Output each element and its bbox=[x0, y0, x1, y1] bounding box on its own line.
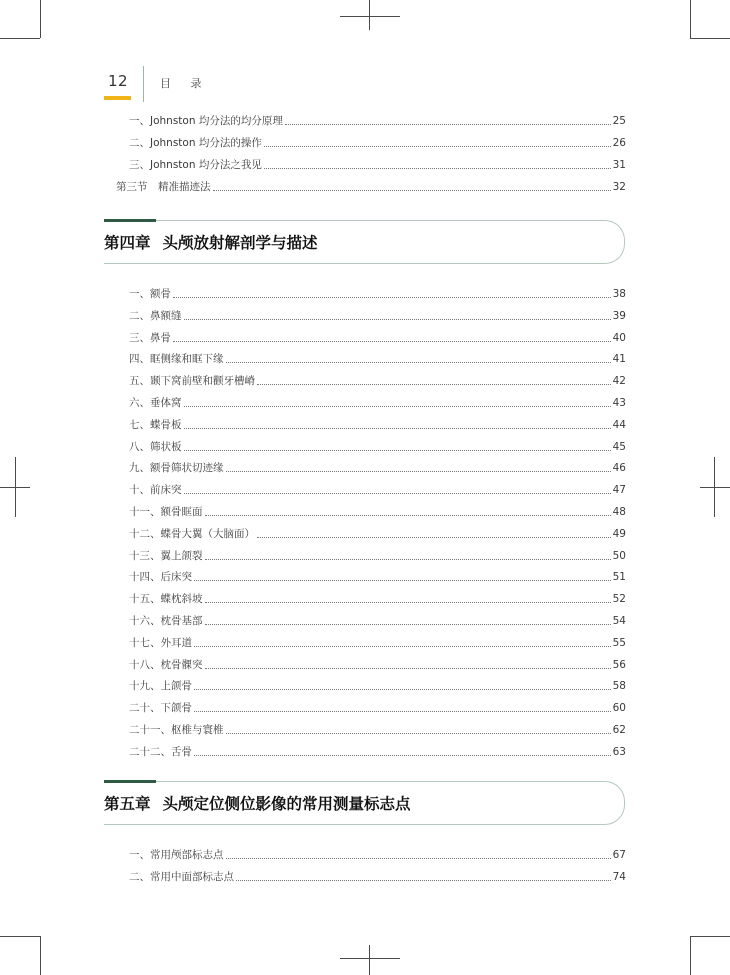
toc-entry-page: 41 bbox=[612, 353, 626, 366]
toc-entry[interactable] bbox=[129, 610, 626, 628]
toc-entry[interactable] bbox=[129, 501, 626, 519]
chapter-number: 第四章 bbox=[104, 233, 151, 252]
toc-entry[interactable] bbox=[129, 588, 626, 606]
chapter-heading[interactable] bbox=[104, 220, 626, 264]
toc-entry-page: 50 bbox=[612, 549, 626, 562]
toc-entry-label: 五、颞下窝前壁和颧牙槽嵴 bbox=[129, 375, 255, 388]
header-title: 目 录 bbox=[160, 77, 210, 90]
toc-entry[interactable] bbox=[129, 741, 626, 759]
toc-entry-label: 二十、下颌骨 bbox=[129, 702, 192, 715]
toc-entry-label: 十六、枕骨基部 bbox=[129, 615, 203, 627]
toc-entry[interactable] bbox=[129, 305, 626, 323]
toc-entry-label: 十五、蝶枕斜坡 bbox=[129, 593, 203, 606]
crop-mark bbox=[0, 38, 40, 39]
toc-entry-label: 十四、后床突 bbox=[129, 571, 192, 584]
toc-entry[interactable] bbox=[129, 697, 626, 715]
crop-mark bbox=[369, 945, 370, 975]
toc-entry[interactable] bbox=[129, 844, 626, 862]
toc-entry-page: 58 bbox=[612, 680, 626, 693]
toc-entry-label: 二、鼻额缝 bbox=[129, 309, 182, 322]
toc-entry-label: 二、常用中面部标志点 bbox=[129, 871, 234, 883]
header-divider bbox=[143, 66, 144, 102]
toc-leader-dots bbox=[236, 880, 611, 881]
toc-entry-page: 44 bbox=[612, 418, 626, 431]
crop-mark bbox=[690, 38, 730, 39]
toc-entry[interactable] bbox=[129, 457, 626, 475]
toc-leader-dots bbox=[264, 168, 611, 169]
toc-leader-dots bbox=[205, 668, 611, 669]
toc-entry-label: 四、眶侧缘和眶下缘 bbox=[129, 353, 224, 366]
toc-entry-page: 43 bbox=[612, 397, 626, 409]
crop-mark bbox=[340, 958, 400, 959]
toc-leader-dots bbox=[194, 755, 611, 756]
toc-leader-dots bbox=[173, 341, 611, 342]
toc-leader-dots bbox=[184, 406, 611, 407]
toc-entry-page: 67 bbox=[612, 849, 626, 861]
toc-entry[interactable] bbox=[129, 479, 626, 497]
toc-entry-page: 45 bbox=[612, 440, 626, 453]
toc-entry-page: 38 bbox=[612, 288, 626, 300]
toc-entry-page: 55 bbox=[612, 636, 626, 649]
toc-leader-dots bbox=[213, 190, 611, 191]
toc-leader-dots bbox=[184, 428, 611, 429]
toc-leader-dots bbox=[205, 602, 611, 603]
toc-leader-dots bbox=[205, 624, 611, 625]
toc-entry-page: 63 bbox=[612, 745, 626, 758]
crop-mark bbox=[369, 0, 370, 30]
toc-entry[interactable] bbox=[129, 654, 626, 672]
toc-entry-label: 十一、额骨眶面 bbox=[129, 506, 203, 518]
toc-entry[interactable] bbox=[129, 110, 626, 128]
crop-mark bbox=[40, 936, 41, 975]
toc-entry-label: 二十二、舌骨 bbox=[129, 745, 192, 758]
page-number-bar bbox=[104, 96, 131, 100]
toc-leader-dots bbox=[194, 711, 611, 712]
toc-entry-label: 十三、翼上颌裂 bbox=[129, 549, 203, 562]
toc-entry-page: 42 bbox=[612, 375, 626, 388]
chapter-accent-bar bbox=[104, 219, 156, 222]
toc-leader-dots bbox=[226, 858, 611, 859]
toc-entry-page: 40 bbox=[612, 331, 626, 344]
toc-entry-label: 十七、外耳道 bbox=[129, 636, 192, 649]
toc-leader-dots bbox=[226, 733, 611, 734]
chapter-number: 第五章 bbox=[104, 794, 151, 813]
toc-leader-dots bbox=[205, 515, 611, 516]
toc-entry[interactable] bbox=[129, 283, 626, 301]
toc-leader-dots bbox=[257, 537, 611, 538]
toc-entry[interactable] bbox=[129, 370, 626, 388]
toc-entry[interactable] bbox=[129, 675, 626, 693]
toc-entry[interactable] bbox=[129, 719, 626, 737]
toc-entry-label: 第三节 精准描迹法 bbox=[116, 181, 211, 193]
toc-entry-label: 一、Johnston 均分法的均分原理 bbox=[129, 115, 283, 127]
toc-entry[interactable] bbox=[129, 545, 626, 563]
toc-entry-label: 六、垂体窝 bbox=[129, 397, 182, 409]
toc-entry[interactable] bbox=[129, 392, 626, 410]
toc-entry[interactable] bbox=[129, 132, 626, 150]
toc-entry-page: 46 bbox=[612, 462, 626, 475]
toc-leader-dots bbox=[194, 580, 611, 581]
toc-entry-page: 48 bbox=[612, 506, 626, 518]
toc-leader-dots bbox=[285, 124, 611, 125]
toc-leader-dots bbox=[184, 493, 611, 494]
toc-leader-dots bbox=[205, 559, 611, 560]
chapter-accent-bar bbox=[104, 780, 156, 783]
toc-entry-label: 二十一、枢椎与寰椎 bbox=[129, 724, 224, 736]
toc-entry-label: 八、筛状板 bbox=[129, 440, 182, 453]
crop-mark bbox=[690, 0, 691, 38]
chapter-title-text: 头颅定位侧位影像的常用测量标志点 bbox=[162, 794, 411, 813]
toc-entry[interactable] bbox=[129, 414, 626, 432]
crop-mark bbox=[15, 457, 16, 517]
toc-entry[interactable] bbox=[129, 154, 626, 172]
toc-entry-page: 25 bbox=[612, 115, 626, 127]
toc-entry-page: 74 bbox=[612, 871, 626, 883]
toc-entry-page: 32 bbox=[612, 181, 626, 193]
toc-section-entry[interactable] bbox=[116, 176, 626, 194]
toc-leader-dots bbox=[184, 319, 611, 320]
toc-entry[interactable] bbox=[129, 566, 626, 584]
toc-entry-page: 31 bbox=[612, 159, 626, 171]
toc-entry[interactable] bbox=[129, 327, 626, 345]
toc-entry[interactable] bbox=[129, 632, 626, 650]
crop-mark bbox=[714, 457, 715, 517]
chapter-title-text: 头颅放射解剖学与描述 bbox=[162, 233, 318, 252]
page-number: 12 bbox=[108, 72, 129, 90]
toc-leader-dots bbox=[264, 146, 611, 147]
toc-entry-page: 47 bbox=[612, 484, 626, 497]
chapter-heading[interactable] bbox=[104, 781, 626, 825]
toc-entry-label: 十八、枕骨髁突 bbox=[129, 658, 203, 671]
crop-mark bbox=[690, 936, 691, 975]
crop-mark bbox=[40, 0, 41, 38]
toc-entry-label: 十、前床突 bbox=[129, 484, 182, 497]
toc-leader-dots bbox=[184, 450, 611, 451]
toc-entry-label: 二、Johnston 均分法的操作 bbox=[129, 137, 262, 149]
toc-leader-dots bbox=[194, 689, 611, 690]
toc-entry[interactable] bbox=[129, 523, 626, 541]
toc-entry-page: 60 bbox=[612, 702, 626, 715]
toc-leader-dots bbox=[226, 471, 611, 472]
toc-entry-label: 一、额骨 bbox=[129, 288, 171, 300]
toc-leader-dots bbox=[226, 362, 611, 363]
toc-entry-page: 62 bbox=[612, 724, 626, 736]
toc-entry-page: 56 bbox=[612, 658, 626, 671]
toc-entry-label: 十九、上颌骨 bbox=[129, 680, 192, 693]
toc-entry-label: 七、蝶骨板 bbox=[129, 418, 182, 431]
crop-mark bbox=[700, 487, 730, 488]
toc-entry-page: 51 bbox=[612, 571, 626, 584]
toc-entry-label: 三、鼻骨 bbox=[129, 331, 171, 344]
crop-mark bbox=[340, 16, 400, 17]
toc-entry-page: 49 bbox=[612, 527, 626, 540]
toc-entry[interactable] bbox=[129, 866, 626, 884]
toc-entry-page: 39 bbox=[612, 309, 626, 322]
toc-entry-page: 54 bbox=[612, 615, 626, 627]
toc-entry-label: 三、Johnston 均分法之我见 bbox=[129, 159, 262, 171]
toc-entry-label: 十二、蝶骨大翼（大脑面） bbox=[129, 527, 255, 540]
toc-entry[interactable] bbox=[129, 348, 626, 366]
toc-leader-dots bbox=[257, 384, 611, 385]
toc-entry-label: 九、额骨筛状切迹缘 bbox=[129, 462, 224, 475]
toc-leader-dots bbox=[173, 297, 611, 298]
toc-entry[interactable] bbox=[129, 436, 626, 454]
toc-entry-label: 一、常用颅部标志点 bbox=[129, 849, 224, 861]
chapter-title bbox=[104, 231, 318, 253]
crop-mark bbox=[690, 936, 730, 937]
chapter-title bbox=[104, 792, 411, 814]
toc-entry-page: 26 bbox=[612, 137, 626, 149]
toc-leader-dots bbox=[194, 646, 611, 647]
crop-mark bbox=[0, 936, 40, 937]
toc-entry-page: 52 bbox=[612, 593, 626, 606]
